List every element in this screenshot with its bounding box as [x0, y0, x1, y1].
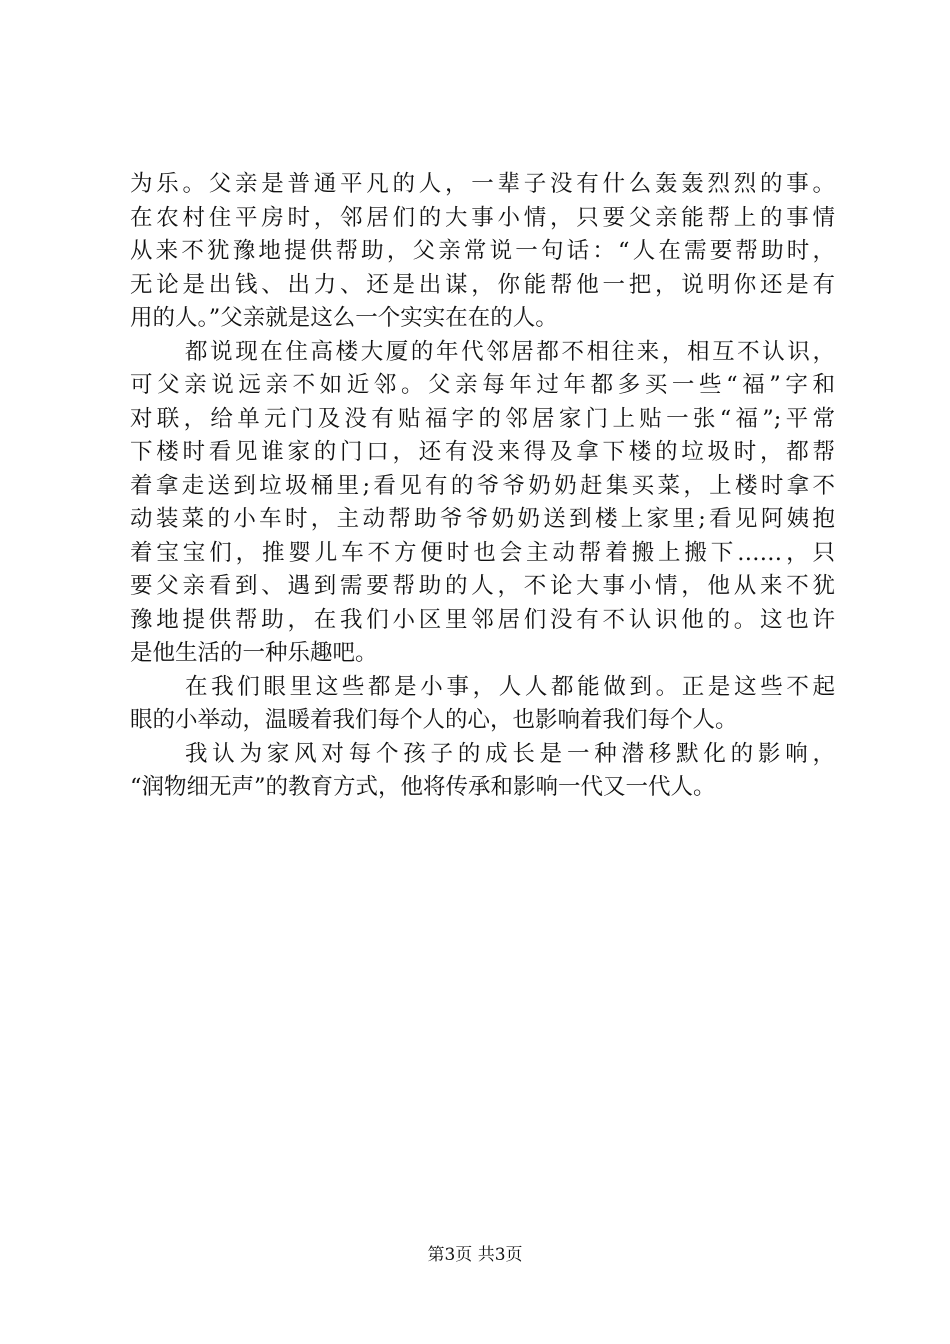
text-line: 可父亲说远亲不如近邻。父亲每年过年都多买一些“福”字和: [130, 372, 835, 398]
text-line: 对联，给单元门及没有贴福字的邻居家门上贴一张“福”;平常: [130, 405, 835, 432]
text-line: 着拿走送到垃圾桶里;看见有的爷爷奶奶赶集买菜，上楼时拿不: [130, 472, 835, 499]
text-line: “润物细无声”的教育方式，他将传承和影响一代又一代人。: [130, 774, 716, 800]
text-line: 用的人。”父亲就是这么一个实实在在的人。: [130, 305, 558, 331]
text-line: 在我们眼里这些都是小事，人人都能做到。正是这些不起: [185, 673, 835, 700]
text-line: 为乐。父亲是普通平凡的人，一辈子没有什么轰轰烈烈的事。: [130, 171, 835, 197]
text-line: 无论是出钱、出力、还是出谋，你能帮他一把，说明你还是有: [130, 271, 835, 298]
text-line: 动装菜的小车时，主动帮助爷爷奶奶送到楼上家里;看见阿姨抱: [130, 506, 835, 532]
text-line: 豫地提供帮助，在我们小区里邻居们没有不认识他的。这也许: [130, 606, 835, 633]
text-line: 都说现在住高楼大厦的年代邻居都不相往来，相互不认识，: [185, 338, 835, 365]
page-footer: 第3页 共3页: [427, 1245, 523, 1265]
document-body: [130, 168, 835, 805]
text-line: 在农村住平房时，邻居们的大事小情，只要父亲能帮上的事情: [130, 204, 835, 231]
text-line: 要父亲看到、遇到需要帮助的人，不论大事小情，他从来不犹: [130, 573, 835, 599]
text-line: 眼的小举动，温暖着我们每个人的心，也影响着我们每个人。: [130, 707, 738, 733]
text-line: 从来不犹豫地提供帮助，父亲常说一句话：“人在需要帮助时，: [130, 238, 835, 264]
text-line: 着宝宝们，推婴儿车不方便时也会主动帮着搬上搬下……，只: [130, 539, 835, 566]
text-line: 是他生活的一种乐趣吧。: [130, 640, 378, 666]
text-line: 下楼时看见谁家的门口，还有没来得及拿下楼的垃圾时，都帮: [130, 439, 835, 465]
text-line: 我认为家风对每个孩子的成长是一种潜移默化的影响，: [185, 740, 835, 767]
